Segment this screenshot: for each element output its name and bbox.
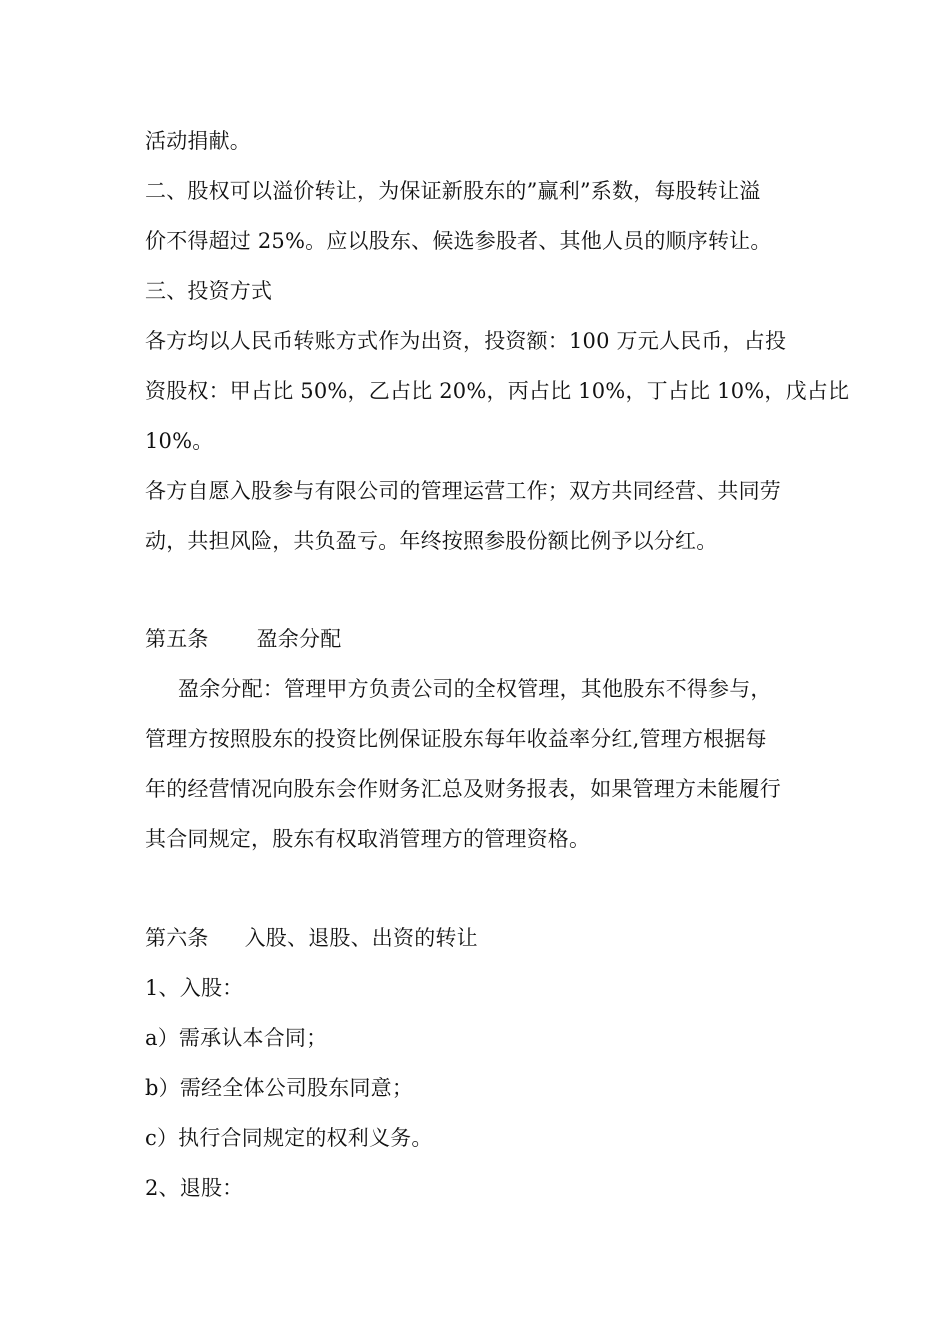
article-heading [145, 626, 815, 652]
paragraph-line: 年的经营情况向股东会作财务汇总及财务报表，如果管理方未能履行 [145, 777, 781, 801]
text-line: 各方均以人民币转账方式作为出资，投资额：100 万元人民币，占投 [145, 329, 787, 353]
article-number: 第五条 [145, 627, 209, 651]
article-number: 第六条 [145, 926, 209, 950]
list-item: c）执行合同规定的权利义务。 [145, 1126, 433, 1150]
article-heading [145, 925, 815, 951]
text-line: 资股权：甲占比 50%，乙占比 20%，丙占比 10%，丁占比 10%，戊占比 [145, 379, 850, 403]
article-title: 盈余分配 [256, 627, 342, 651]
paragraph-line: 管理方按照股东的投资比例保证股东每年收益率分红,管理方根据每 [145, 727, 767, 751]
list-item: 2、退股： [145, 1176, 244, 1200]
list-item: a）需承认本合同； [145, 1026, 328, 1050]
text-line: 动，共担风险，共负盈亏。年终按照参股份额比例予以分红。 [145, 529, 718, 553]
section-heading: 三、投资方式 [145, 279, 273, 303]
text-line: 各方自愿入股参与有限公司的管理运营工作；双方共同经营、共同劳 [145, 479, 781, 503]
text-line: 二、股权可以溢价转让，为保证新股东的”赢利”系数，每股转让溢 [145, 179, 761, 203]
text-line: 活动捐献。 [145, 129, 251, 153]
paragraph-line: 其合同规定，股东有权取消管理方的管理资格。 [145, 827, 591, 851]
list-item: 1、入股： [145, 976, 244, 1000]
article-title: 入股、退股、出资的转让 [244, 926, 478, 950]
text-line: 价不得超过 25%。应以股东、候选参股者、其他人员的顺序转让。 [145, 229, 772, 253]
list-item: b）需经全体公司股东同意； [145, 1076, 414, 1100]
paragraph-line: 盈余分配：管理甲方负责公司的全权管理，其他股东不得参与， [178, 677, 772, 701]
text-line: 10%。 [145, 429, 214, 453]
